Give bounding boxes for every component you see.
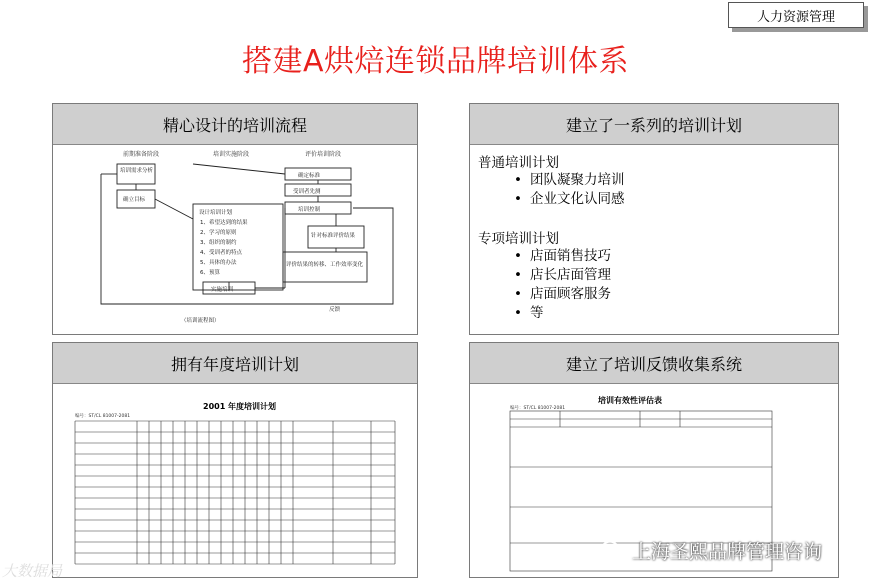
plan-item: 3、组织的制约 bbox=[200, 240, 237, 246]
phase-label: 培训实施阶段 bbox=[213, 151, 250, 158]
flow-box-label: 针对标准评价结果 bbox=[311, 233, 356, 239]
doc-title: 培训有效性评估表 bbox=[598, 396, 662, 405]
panel-header: 建立了培训反馈收集系统 bbox=[470, 343, 838, 384]
watermark-text: 上海圣熙品牌管理咨询 bbox=[632, 541, 823, 563]
plan-item: • 团队凝聚力培训 bbox=[478, 171, 838, 190]
flowchart-caption: （培训流程图） bbox=[181, 318, 220, 324]
watermark-right bbox=[600, 537, 822, 564]
flow-box-label: 培训需求分析 bbox=[120, 168, 154, 174]
flow-box-label: 实施培训 bbox=[211, 287, 234, 293]
flow-box-label: 设计培训计划 bbox=[199, 210, 233, 216]
flow-box-label: 确立目标 bbox=[123, 197, 146, 203]
panel-annual-plan bbox=[52, 342, 418, 578]
plan-item: • 店面顾客服务 bbox=[478, 285, 838, 304]
plan-item: • 等 bbox=[478, 304, 838, 323]
flow-box-label: 评价结果的转移、工作效率变化 bbox=[286, 262, 364, 268]
panel-training-plans bbox=[469, 103, 839, 335]
plan-item: 1、希望达到的结果 bbox=[200, 220, 248, 226]
plan-item: • 企业文化认同感 bbox=[478, 190, 838, 209]
slide-title: 搭建A烘焙连锁品牌培训体系 bbox=[241, 44, 630, 79]
phase-label: 前期准备阶段 bbox=[123, 151, 160, 158]
plan-item: • 店面销售技巧 bbox=[478, 247, 838, 266]
plan-list bbox=[470, 145, 838, 323]
flow-box-label: 确定标准 bbox=[298, 173, 321, 179]
panel-header: 精心设计的培训流程 bbox=[53, 104, 417, 145]
feedback-label: 反馈 bbox=[329, 307, 341, 313]
annual-plan-scan bbox=[53, 383, 417, 577]
plan-item: 6、预算 bbox=[200, 270, 220, 276]
flow-box-label: 受训者先测 bbox=[293, 189, 321, 195]
doc-number: 编号：ST/CL 81007-2081 bbox=[510, 406, 566, 411]
plan-item: 5、具体的办法 bbox=[200, 260, 237, 266]
panel-header: 建立了一系列的培训计划 bbox=[470, 104, 838, 145]
training-flowchart bbox=[53, 144, 417, 334]
watermark-left: 大数据局 bbox=[2, 562, 63, 580]
plan-item: • 店长店面管理 bbox=[478, 266, 838, 285]
doc-number: 编号：ST/CL 81007-2081 bbox=[75, 414, 131, 419]
panel-training-process bbox=[52, 103, 418, 335]
plan-item: 4、受训者的特点 bbox=[200, 250, 242, 256]
plan-group-title: 专项培训计划 bbox=[478, 231, 559, 247]
panel-header: 拥有年度培训计划 bbox=[53, 343, 417, 384]
plan-group-title: 普通培训计划 bbox=[478, 155, 559, 171]
wechat-icon bbox=[600, 540, 626, 562]
section-tag: 人力资源管理 bbox=[728, 2, 864, 28]
plan-item: 2、学习的原则 bbox=[200, 230, 237, 236]
flow-box-label: 培训控制 bbox=[298, 207, 321, 213]
doc-title: 2001 年度培训计划 bbox=[203, 402, 277, 411]
phase-label: 评价培训阶段 bbox=[305, 151, 342, 158]
